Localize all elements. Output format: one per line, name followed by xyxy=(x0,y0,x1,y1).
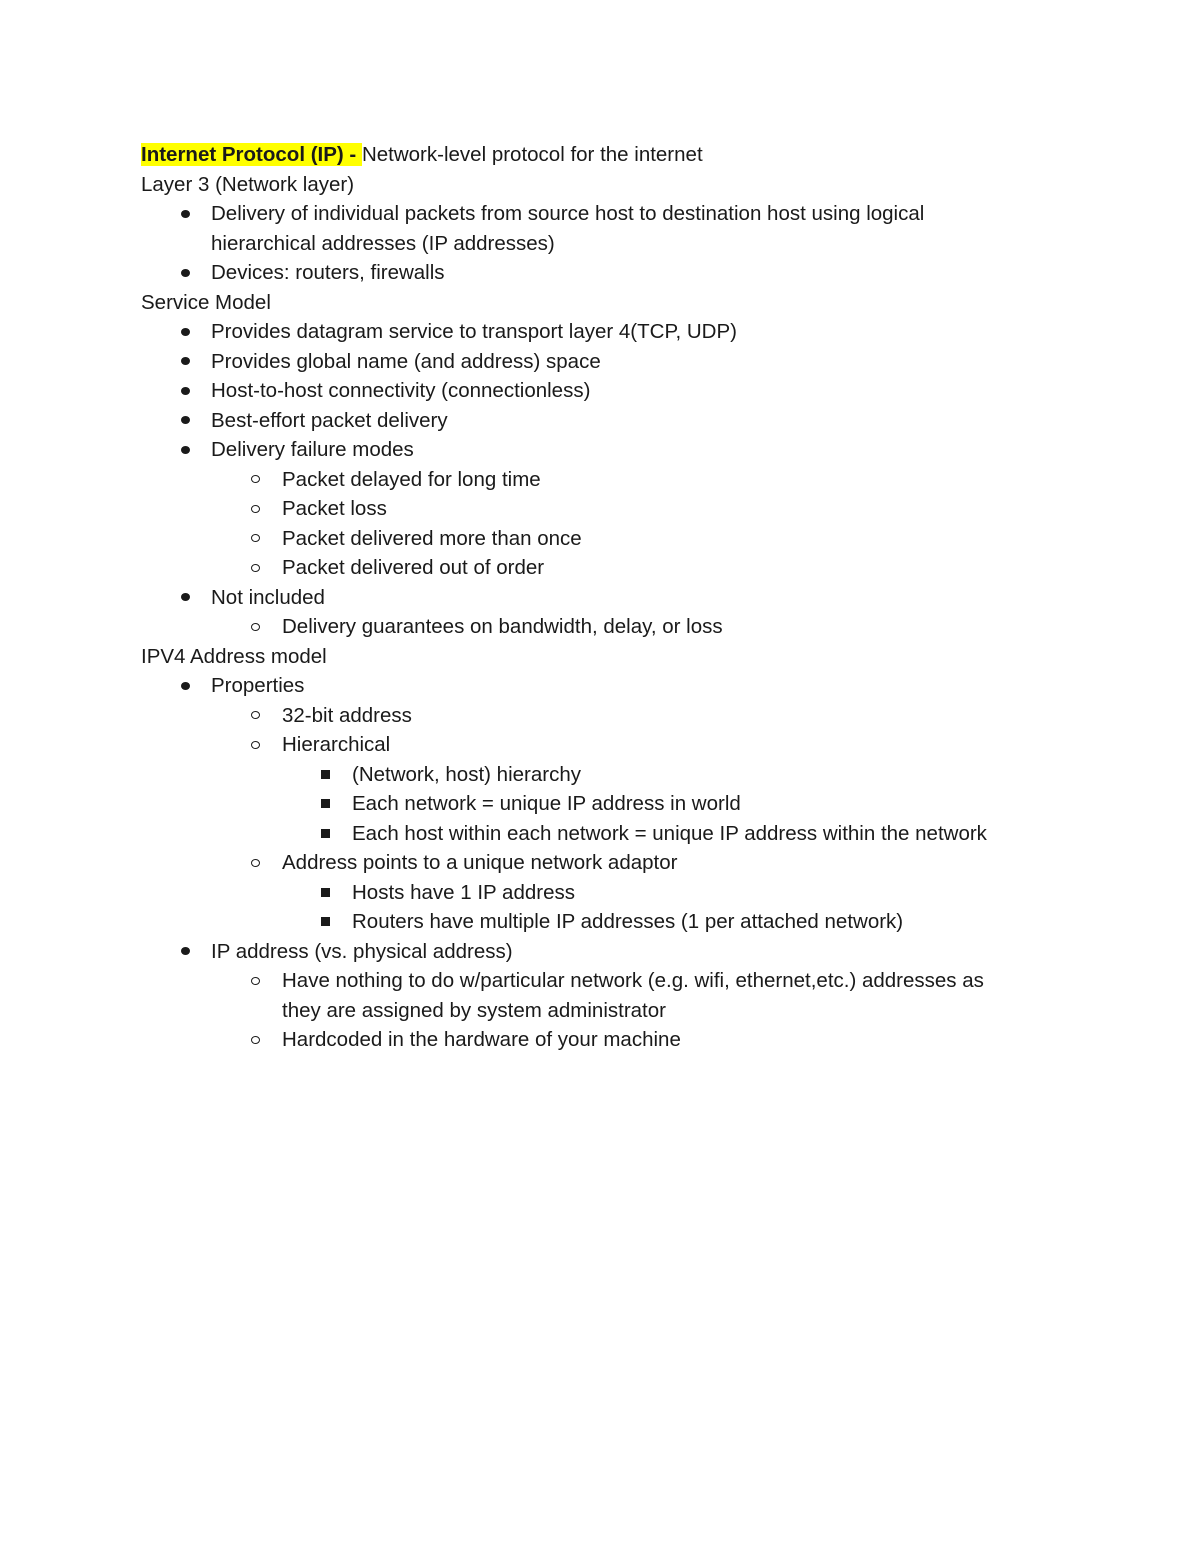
section-heading-service-model: Service Model xyxy=(141,290,271,314)
bullet-disc-icon xyxy=(175,317,195,347)
list-item: Packet delivered out of order xyxy=(141,553,1041,583)
bullet-circle-icon xyxy=(245,966,265,996)
bullet-disc-icon xyxy=(175,671,195,701)
bullet-disc-icon xyxy=(175,583,195,613)
list-item: Have nothing to do w/particular network (e.g. wifi, ethernet,etc.) addresses as they are assigned by system administrator xyxy=(141,966,1041,1025)
list-item: Routers have multiple IP addresses (1 per attached network) xyxy=(141,907,1041,937)
bullet-disc-icon xyxy=(175,435,195,465)
list-item: (Network, host) hierarchy xyxy=(141,760,1041,790)
bullet-circle-icon xyxy=(245,612,265,642)
list-item: Provides global name (and address) space xyxy=(141,347,1041,377)
bullet-disc-icon xyxy=(175,376,195,406)
bullet-circle-icon xyxy=(245,524,265,554)
list-item: Delivery failure modes xyxy=(141,435,1041,465)
bullet-circle-icon xyxy=(245,701,265,731)
list-item: Hierarchical xyxy=(141,730,1041,760)
list-item: Each network = unique IP address in world xyxy=(141,789,1041,819)
section-heading-ipv4: IPV4 Address model xyxy=(141,644,327,668)
list-item: Host-to-host connectivity (connectionless) xyxy=(141,376,1041,406)
list-item: Hosts have 1 IP address xyxy=(141,878,1041,908)
list-item: Address points to a unique network adaptor xyxy=(141,848,1041,878)
bullet-disc-icon xyxy=(175,199,195,229)
ipv4-list xyxy=(141,671,1041,1055)
list-item: Devices: routers, firewalls xyxy=(141,258,1041,288)
list-item: Packet delivered more than once xyxy=(141,524,1041,554)
bullet-circle-icon xyxy=(245,730,265,760)
bullet-circle-icon xyxy=(245,465,265,495)
layer-list xyxy=(141,199,1041,288)
bullet-square-icon xyxy=(315,907,335,937)
bullet-disc-icon xyxy=(175,406,195,436)
bullet-circle-icon xyxy=(245,848,265,878)
document-title xyxy=(141,140,1041,170)
list-item: Delivery guarantees on bandwidth, delay, or loss xyxy=(141,612,1041,642)
list-item: Delivery of individual packets from source host to destination host using logical hierarchical addresses (IP addresses) xyxy=(141,199,1041,258)
bullet-circle-icon xyxy=(245,553,265,583)
document-page xyxy=(141,140,1041,1055)
bullet-circle-icon xyxy=(245,1025,265,1055)
list-item: 32-bit address xyxy=(141,701,1041,731)
bullet-disc-icon xyxy=(175,937,195,967)
service-model-list xyxy=(141,317,1041,642)
list-item: IP address (vs. physical address) xyxy=(141,937,1041,967)
list-item: Best-effort packet delivery xyxy=(141,406,1041,436)
title-highlighted: Internet Protocol (IP) - xyxy=(141,143,362,166)
bullet-square-icon xyxy=(315,789,335,819)
section-heading-layer: Layer 3 (Network layer) xyxy=(141,172,355,196)
bullet-square-icon xyxy=(315,819,335,849)
list-item: Provides datagram service to transport layer 4(TCP, UDP) xyxy=(141,317,1041,347)
bullet-circle-icon xyxy=(245,494,265,524)
title-description: Network-level protocol for the internet xyxy=(361,143,703,166)
list-item: Properties xyxy=(141,671,1041,701)
bullet-disc-icon xyxy=(175,258,195,288)
list-item: Not included xyxy=(141,583,1041,613)
list-item: Hardcoded in the hardware of your machine xyxy=(141,1025,1041,1055)
list-item: Packet delayed for long time xyxy=(141,465,1041,495)
bullet-disc-icon xyxy=(175,347,195,377)
bullet-square-icon xyxy=(315,878,335,908)
list-item: Packet loss xyxy=(141,494,1041,524)
list-item: Each host within each network = unique IP address within the network xyxy=(141,819,1041,849)
bullet-square-icon xyxy=(315,760,335,790)
